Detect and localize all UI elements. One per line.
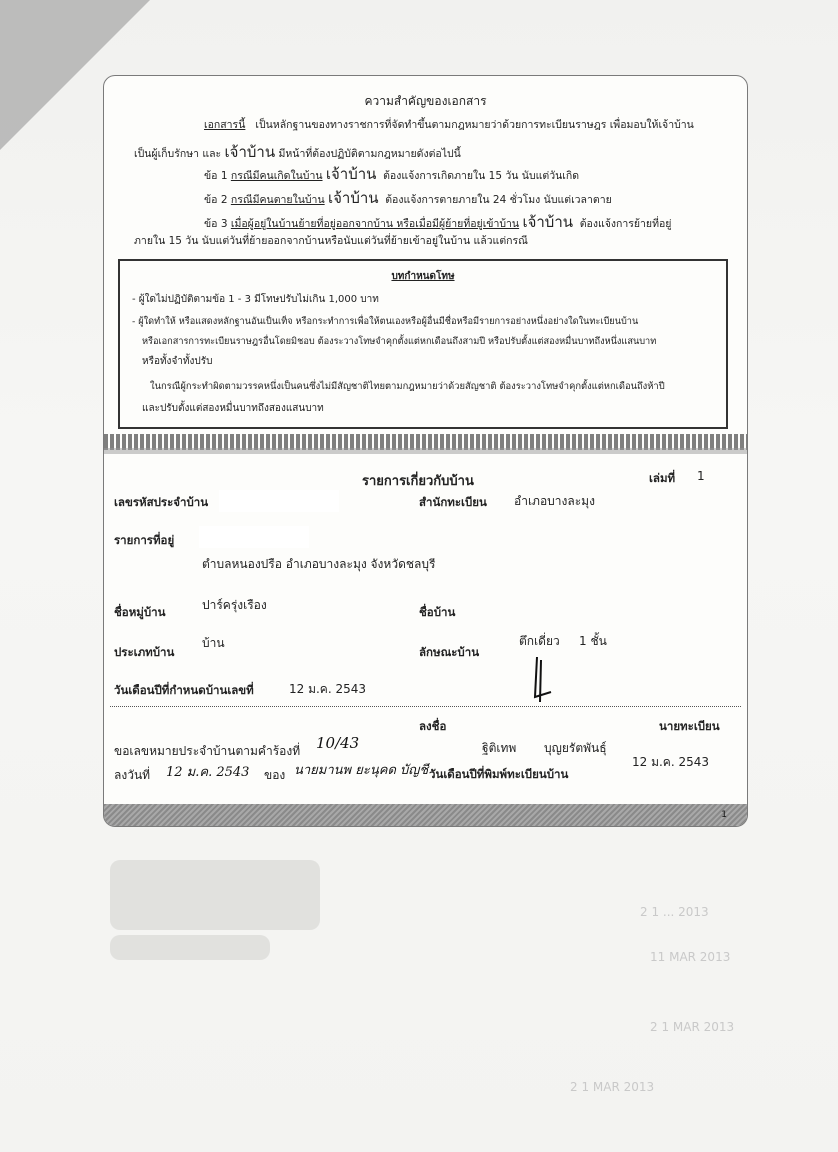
registrar-signature bbox=[529, 652, 559, 712]
penalty-item-2-line-3: หรือทั้งจำทั้งปรับ bbox=[142, 356, 213, 367]
registrar-name-last: บุญยรัตพันธุ์ bbox=[544, 741, 607, 755]
house-style-label: ลักษณะบ้าน bbox=[419, 645, 480, 659]
registrar-label: นายทะเบียน bbox=[659, 719, 720, 733]
rule-1: ข้อ 1 กรณีมีคนเกิดในบ้าน เจ้าบ้าน ต้องแจ้งการเกิดภายใน 15 วัน นับแต่วันเกิด bbox=[204, 165, 580, 183]
penalty-heading: บทกำหนดโทษ bbox=[391, 271, 455, 282]
bleed-through-stamp: 2 1 MAR 2013 bbox=[650, 1020, 735, 1034]
of-value: นายมานพ ยะนุคด บัญชี bbox=[294, 763, 429, 778]
redacted-handwriting bbox=[110, 935, 270, 960]
penalty-box bbox=[118, 259, 728, 429]
page-number: 1 bbox=[721, 810, 727, 820]
house-details-heading: รายการเกี่ยวกับบ้าน bbox=[362, 474, 474, 489]
bleed-through-stamp: 2 1 ... 2013 bbox=[640, 905, 709, 919]
print-date-value: 12 ม.ค. 2543 bbox=[632, 755, 710, 769]
village-value: ปาร์ครุ่งเรือง bbox=[202, 598, 267, 612]
floors-value: 1 ชั้น bbox=[579, 634, 607, 648]
registrar-name-first: ฐิติเทพ bbox=[482, 741, 517, 755]
dated-value: 12 ม.ค. 2543 bbox=[166, 765, 250, 780]
house-registration-document bbox=[103, 75, 748, 827]
intro-line-2: เป็นผู้เก็บรักษา และ เจ้าบ้าน มีหน้าที่ต้องปฏิบัติตามกฎหมายดังต่อไปนี้ bbox=[134, 143, 461, 161]
house-style-value: ตึกเดี่ยว bbox=[519, 634, 560, 648]
rule-3-continuation: ภายใน 15 วัน นับแต่วันที่ย้ายออกจากบ้านหรือนับแต่วันที่ย้ายเข้าอยู่ในบ้าน แล้วแต่กรณี bbox=[134, 235, 528, 247]
book-label: เล่มที่ bbox=[649, 471, 676, 485]
penalty-item-2-line-2: หรือเอกสารการทะเบียนราษฎรอื่นโดยมิชอบ ต้องระวางโทษจำคุกตั้งแต่หกเดือนถึงสามปี หรือปรับตั้งแต่สองหมื่นบาทถึงหนึ่งแสนบาท bbox=[142, 336, 657, 347]
bleed-through-stamp: 2 1 MAR 2013 bbox=[570, 1080, 655, 1094]
registry-label: สำนักทะเบียน bbox=[419, 495, 487, 509]
penalty-item-1: - ผู้ใดไม่ปฏิบัติตามข้อ 1 - 3 มีโทษปรับไม่เกิน 1,000 บาท bbox=[132, 294, 379, 305]
book-value: 1 bbox=[697, 469, 705, 483]
footer-bar bbox=[104, 804, 747, 826]
redacted-address-number bbox=[199, 526, 309, 548]
request-value: 10/43 bbox=[316, 734, 360, 752]
dated-label: ลงวันที่ bbox=[114, 768, 151, 782]
penalty-item-2-line-1: - ผู้ใดทำให้ หรือแสดงหลักฐานอันเป็นเท็จ หรือกระทำการเพื่อให้ตนเองหรือผู้อื่นมีชื่อหรือมีรายการอย่างหนึ่งอย่างใดในทะเบียนบ้าน bbox=[132, 316, 639, 327]
print-date-label: วันเดือนปีที่พิมพ์ทะเบียนบ้าน bbox=[429, 767, 569, 781]
house-code-label: เลขรหัสประจำบ้าน bbox=[114, 495, 209, 509]
assign-date-value: 12 ม.ค. 2543 bbox=[289, 682, 367, 696]
penalty-item-3-line-2: และปรับตั้งแต่สองหมื่นบาทถึงสองแสนบาท bbox=[142, 403, 324, 414]
rule-2: ข้อ 2 กรณีมีคนตายในบ้าน เจ้าบ้าน ต้องแจ้งการตายภายใน 24 ชั่วโมง นับแต่เวลาตาย bbox=[204, 189, 612, 207]
importance-title: ความสำคัญของเอกสาร bbox=[364, 94, 487, 108]
penalty-item-3-line-1: ในกรณีผู้กระทำผิดตามวรรคหนึ่งเป็นคนซึ่งไม่มีสัญชาติไทยตามกฎหมายว่าด้วยสัญชาติ ต้องระวางโทษจำคุกตั้งแต่หกเดือนถึงห้าปี bbox=[150, 381, 665, 392]
intro-line-1: เอกสารนี้ เป็นหลักฐานของทางราชการที่จัดทำขึ้นตามกฎหมายว่าด้วยการทะเบียนราษฎร เพื่อมอบให้เจ้าบ้าน bbox=[204, 119, 694, 131]
bleed-through-stamp: 11 MAR 2013 bbox=[650, 950, 731, 964]
address-value: ตำบลหนองปรือ อำเภอบางละมุง จังหวัดชลบุรี bbox=[202, 557, 436, 571]
sign-label: ลงชื่อ bbox=[419, 719, 447, 733]
registry-value: อำเภอบางละมุง bbox=[514, 494, 595, 508]
document-importance-section bbox=[104, 76, 747, 441]
redacted-handwriting bbox=[110, 860, 320, 930]
redacted-house-code bbox=[219, 490, 339, 512]
request-label: ขอเลขหมายประจำบ้านตามคำร้องที่ bbox=[114, 744, 301, 758]
village-label: ชื่อหมู่บ้าน bbox=[114, 605, 166, 619]
of-label: ของ bbox=[264, 768, 286, 782]
address-label: รายการที่อยู่ bbox=[114, 533, 175, 547]
house-details-section bbox=[104, 454, 747, 804]
dotted-separator bbox=[110, 706, 741, 707]
house-name-label: ชื่อบ้าน bbox=[419, 605, 456, 619]
assign-date-label: วันเดือนปีที่กำหนดบ้านเลขที่ bbox=[114, 683, 254, 697]
rule-3: ข้อ 3 เมื่อผู้อยู่ในบ้านย้ายที่อยู่ออกจากบ้าน หรือเมื่อมีผู้ย้ายที่อยู่เข้าบ้าน เจ้าบ้าน ต้องแจ้งการย้ายที่อยู่ bbox=[204, 213, 672, 231]
house-type-value: บ้าน bbox=[202, 636, 225, 650]
house-type-label: ประเภทบ้าน bbox=[114, 645, 175, 659]
